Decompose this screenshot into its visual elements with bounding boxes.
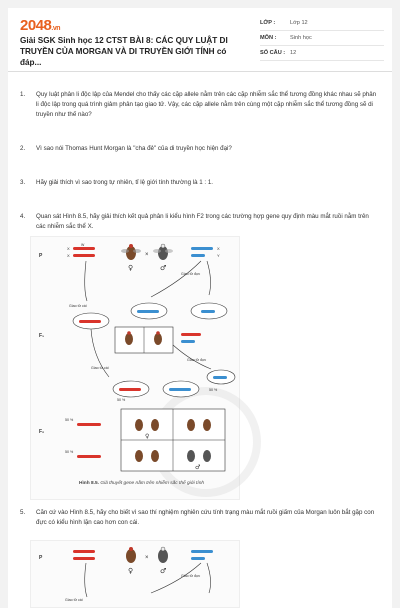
- female-symbol: ♀: [128, 264, 134, 272]
- document-page: [8, 8, 392, 608]
- percent-label: 50 %: [117, 398, 126, 402]
- svg-text:W: W: [81, 243, 85, 247]
- meta-table: [260, 16, 384, 61]
- svg-text:♀: ♀: [128, 567, 134, 575]
- p-male-chromosomes: [191, 246, 220, 258]
- site-logo[interactable]: 2048.vn: [20, 17, 60, 34]
- svg-text:X: X: [217, 246, 220, 251]
- svg-text:♂: ♂: [160, 567, 167, 575]
- f2-punnett-grid: [77, 409, 225, 471]
- question-text: Căn cứ vào Hình 8.5, hãy cho biết vì sao thí nghiệm nghiên cứu tính trạng màu mắt ruồi giấm của Morgan luôn bắt gặp con đực có kiểu hình lặn cao hơn con cái.: [36, 509, 375, 526]
- meta-row-count: [260, 46, 384, 61]
- genetic-cross-diagram: [31, 237, 241, 501]
- question-text: Quy luật phân li độc lập của Mendel cho thấy các cặp allele nằm trên các cặp nhiễm sắc thể tương đồng khác nhau sẽ phân li độc lập trong quá trình giảm phân tạo giao tử. Vậy, các cặp allele nằm trên cùng một cặp nhiễm sắc thể tương đồng sẽ di truyền như thế nào?: [36, 91, 377, 118]
- gamete-cells-f1: [113, 370, 235, 397]
- percent-label: 50 %: [209, 388, 218, 392]
- question-item: [20, 178, 380, 188]
- question-number: 4.: [20, 213, 26, 220]
- svg-text:P: P: [39, 555, 43, 561]
- generation-label-f1: F₁: [39, 333, 45, 339]
- gamete-label: Giao tử cái: [91, 366, 109, 370]
- figure-8-5: [30, 236, 240, 500]
- question-number: 1.: [20, 91, 26, 98]
- p-female-fly-icon: [121, 244, 141, 260]
- figure-8-5-repeat: [30, 540, 240, 608]
- question-number: 5.: [20, 509, 26, 516]
- meta-row-subject: [260, 31, 384, 46]
- svg-text:Y: Y: [217, 253, 220, 258]
- document-title: Giải SGK Sinh học 12 CTST BÀI 8: CÁC QUY LUẬT DI TRUYỀN CỦA MORGAN VÀ DI TRUYỀN GIỚI TÍNH có đáp...: [20, 36, 228, 67]
- svg-text:Giao tử đực: Giao tử đực: [181, 574, 201, 578]
- gamete-label: Giao tử cái: [69, 304, 87, 308]
- meta-row-grade: [260, 16, 384, 31]
- svg-text:Giao tử cái: Giao tử cái: [65, 598, 83, 602]
- meta-value: Lớp 12: [290, 20, 308, 26]
- gamete-cells-p: [73, 303, 227, 329]
- question-item: [20, 212, 380, 232]
- question-text: Vì sao nói Thomas Hunt Morgan là "cha đẻ" của di truyền học hiện đại?: [36, 145, 232, 152]
- male-symbol: ♂: [160, 264, 167, 272]
- meta-key: MÔN :: [260, 35, 277, 41]
- percent-label: 50 %: [65, 450, 74, 454]
- question-text: Hãy giải thích vì sao trong tự nhiên, tỉ lệ giới tính thường là 1 : 1.: [36, 179, 214, 186]
- p-male-fly-icon: [153, 244, 173, 260]
- question-number: 3.: [20, 179, 26, 186]
- gamete-label: Giao tử đực: [181, 272, 201, 276]
- percent-label: 50 %: [65, 418, 74, 422]
- svg-text:♂: ♂: [195, 464, 201, 471]
- generation-label-p: P: [39, 253, 43, 259]
- page-header: [8, 8, 392, 72]
- p-female-chromosomes: [67, 243, 95, 258]
- f1-offspring: [115, 327, 201, 353]
- cross-symbol: ×: [145, 252, 149, 258]
- meta-value: 12: [290, 50, 297, 56]
- svg-text:X: X: [67, 246, 70, 251]
- question-text: Quan sát Hình 8.5, hãy giải thích kết quả phân li kiểu hình F2 trong các trường hợp gene quy định màu mắt ruồi nằm trên các nhiễm sắc thể X.: [36, 213, 369, 230]
- meta-value: Sinh học: [290, 35, 312, 41]
- question-item: [20, 144, 380, 154]
- svg-text:X: X: [67, 253, 70, 258]
- gamete-label: Giao tử đực: [187, 358, 207, 362]
- question-item: [20, 508, 380, 528]
- generation-label-f2: F₂: [39, 429, 45, 435]
- svg-text:×: ×: [145, 555, 149, 561]
- meta-key: LỚP :: [260, 20, 276, 26]
- meta-key: SỐ CÂU :: [260, 50, 286, 56]
- figure-caption: Hình 8.5. Giả thuyết gene nằm trên nhiễm sắc thể giới tính: [79, 481, 205, 486]
- genetic-cross-diagram-repeat: [31, 541, 241, 608]
- svg-text:♀: ♀: [145, 433, 150, 440]
- question-number: 2.: [20, 145, 26, 152]
- question-item: [20, 90, 380, 120]
